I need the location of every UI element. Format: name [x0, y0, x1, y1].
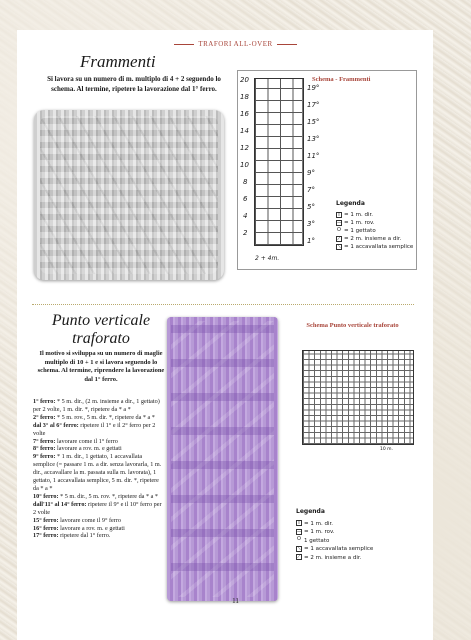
row-label: 13° [307, 135, 320, 143]
legend-item: I = 1 m. dir. [336, 211, 413, 219]
legend-item: O = 1 gettato [337, 226, 376, 234]
row-label: 19° [307, 84, 320, 92]
k2tog-symbol-icon: ⟋ [297, 554, 301, 561]
knit-symbol-icon: I [296, 520, 302, 526]
legend-title: Legenda [296, 508, 325, 515]
row-label: 17° [307, 101, 320, 109]
legend-title: Legenda [336, 200, 365, 207]
pattern1-title: Frammenti [80, 52, 156, 71]
row-label: 2 [243, 229, 248, 237]
pattern2-chart-grid [302, 350, 414, 445]
legend-item: O 1 gettato [297, 536, 330, 544]
row-label: 12 [240, 144, 249, 152]
row-instruction: dal 3° al 6° ferro: ripetere il 1° e il 2° ferro per 2 volte [33, 421, 156, 437]
row-label: 8 [243, 178, 248, 186]
legend-item: ⟍ = 1 accavallata semplice [297, 545, 374, 553]
skp-symbol-icon: ⟍ [297, 545, 301, 552]
legend-item: ⟍ = 1 accavallata semplice [337, 243, 414, 250]
yarn-over-symbol-icon: O [297, 536, 301, 543]
pattern2-intro: Il motivo si sviluppa su un numero di maglie multiplo di 10 + 1 e si lavora seguendo lo schema. Al termine, riprendere la lavorazione dal 1° ferro. [37, 350, 165, 383]
background-texture [17, 0, 433, 22]
row-instruction: 17° ferro: ripetere dal 1° ferro. [33, 532, 111, 540]
pattern1-intro: Si lavora su un numero di m. multiplo di 4 + 2 seguendo lo schema. Al termine, ripetere la lavorazione dal 1° ferro. [47, 75, 221, 93]
legend-item: I = 1 m. dir. [296, 520, 373, 529]
section-divider [32, 304, 414, 305]
k2tog-symbol-icon: ⟋ [337, 235, 341, 242]
row-label: 14 [240, 127, 249, 135]
row-label: 7° [307, 186, 315, 194]
row-label: 9° [307, 169, 315, 177]
row-label: 10 [240, 161, 249, 169]
row-instruction: 7° ferro: lavorare come il 1° ferro [33, 437, 118, 445]
row-label: 15° [307, 118, 320, 126]
row-instruction: 10° ferro: * 5 m. dir., 5 m. rov. *, ripetere da * a * [33, 492, 158, 500]
legend-item: — = 1 m. rov. [337, 219, 375, 226]
row-label: 5° [307, 203, 315, 211]
row-instruction: 9° ferro: * 1 m. dir., 1 gettato, 1 accavallata semplice (= passare 1 m. a dir. senza lavorarla, 1 m. dir., accavallare la m. passata sulla m. lavorata), 1 gettato, 1 accavallata semplice, 5 m. dir. *, ripetere da * a * [33, 453, 162, 492]
row-label: 6 [243, 195, 248, 203]
row-label: 16 [240, 110, 249, 118]
pattern2-row-instructions [33, 398, 165, 540]
pattern1-legend [336, 200, 413, 251]
row-label: 4 [243, 212, 248, 220]
row-label: 1° [307, 237, 315, 245]
pattern2-chart-dimension: 10 m. [380, 447, 393, 452]
row-instruction: 1° ferro: * 5 m. dir., (2 m. insieme a dir., 1 gettato) per 2 volte, 1 m. dir. *, ripetere da * a * [33, 398, 160, 413]
pattern2-chart-caption: Schema Punto verticale traforato [306, 322, 399, 329]
section-header: TRAFORI ALL-OVER [0, 40, 471, 48]
row-instruction: dall'11° al 14° ferro: ripetere il 9° e il 10° ferro per 2 volte [33, 500, 162, 516]
pattern2-legend [296, 508, 373, 563]
pattern1-chart-grid [254, 78, 304, 246]
row-label: 11° [307, 152, 320, 160]
knit-symbol-icon: I [336, 212, 342, 218]
row-label: 18 [240, 93, 249, 101]
yarn-over-symbol-icon: O [337, 226, 341, 233]
pattern2-title: Punto verticale traforato [51, 312, 151, 347]
legend-item: ⟋ = 2 m. insieme a dir. [297, 554, 362, 561]
row-instruction: 2° ferro: * 5 m. rov., 5 m. dir. *, ripetere da * a * [33, 413, 155, 421]
pattern2-swatch-photo [167, 317, 278, 601]
pattern1-swatch-photo [34, 110, 224, 280]
pattern1-chart-caption: Schema - Frammenti [312, 76, 371, 83]
purl-symbol-icon: — [337, 219, 342, 226]
row-label: 20 [240, 76, 249, 84]
purl-symbol-icon: — [297, 528, 302, 535]
page-number: 11 [232, 597, 239, 605]
legend-item: — = 1 m. rov. [297, 528, 335, 536]
skp-symbol-icon: ⟍ [337, 243, 341, 250]
pattern1-repeat-label: 2 + 4m. [255, 255, 280, 262]
row-label: 3° [307, 220, 315, 228]
row-instruction: 15° ferro: lavorare come il 9° ferro [33, 516, 121, 524]
row-instruction: 16° ferro: lavorare a rov. m. e gettati [33, 524, 125, 532]
legend-item: ⟋ = 2 m. insieme a dir. [337, 235, 402, 242]
row-instruction: 8° ferro: lavorare a rov. m. e gettati [33, 445, 122, 453]
